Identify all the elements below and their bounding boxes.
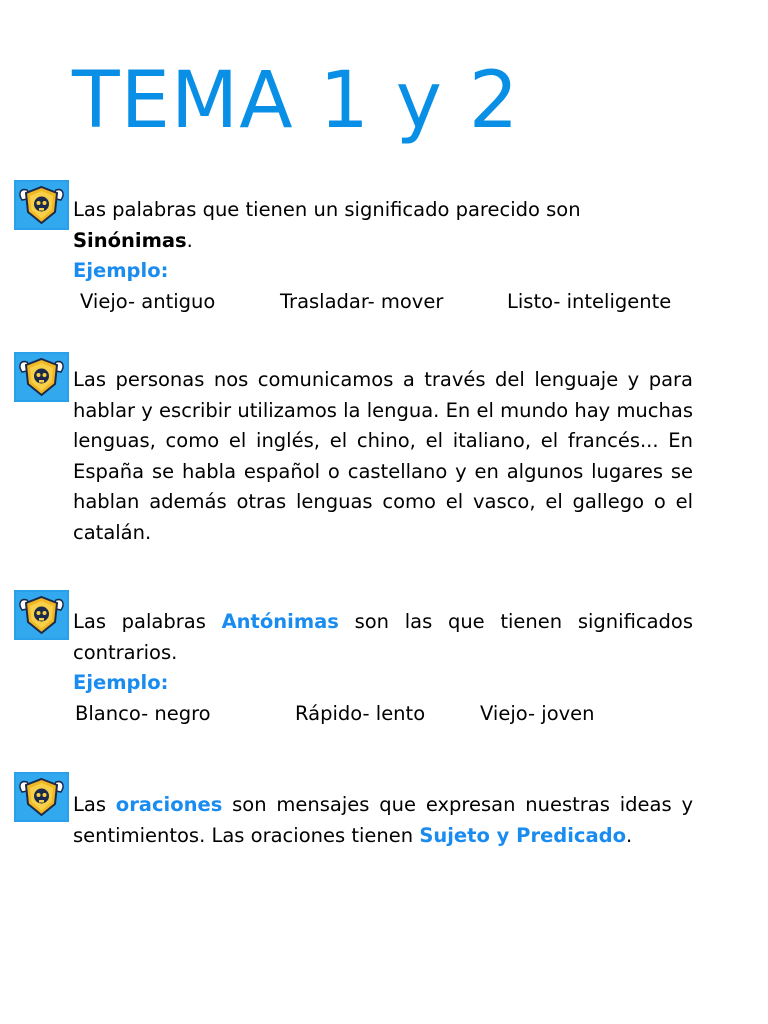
star-badge-icon bbox=[14, 590, 69, 640]
star-badge-icon bbox=[14, 772, 69, 822]
star-badge-icon bbox=[14, 180, 69, 230]
example-item: Viejo- antiguo bbox=[80, 289, 216, 313]
section-sentences: Las oraciones son mensajes que expresan nuestras ideas y sentimientos. Las oraciones tienen Sujeto y Predicado. bbox=[73, 793, 693, 847]
example-item: Blanco- negro bbox=[75, 701, 211, 725]
example-item: Rápido- lento bbox=[295, 701, 426, 725]
example-label: Ejemplo: bbox=[73, 671, 169, 694]
section-text: Las palabras Antónimas son las que tienen significados contrarios. bbox=[73, 610, 693, 664]
section-language: Las personas nos comunicamos a través del lenguaje y para hablar y escribir utilizamos la lengua. En el mundo hay muchas lenguas, como el inglés, el chino, el italiano, el francés... En España se habla español o castellano y en algunos lugares se hablan además otras lenguas como el vasco, el gallego o el catalán. bbox=[73, 368, 693, 544]
example-item: Viejo- joven bbox=[480, 701, 595, 725]
examples-row bbox=[73, 699, 693, 729]
section-synonyms bbox=[73, 195, 693, 317]
term-subject-predicate: Sujeto y Predicado bbox=[419, 823, 627, 847]
example-label: Ejemplo: bbox=[73, 259, 169, 282]
example-item: Listo- inteligente bbox=[507, 289, 672, 313]
star-badge-icon bbox=[14, 352, 69, 402]
section-text: Las palabras que tienen un significado parecido son Sinónimas. bbox=[73, 198, 581, 252]
section-antonyms bbox=[73, 607, 693, 729]
example-item: Trasladar- mover bbox=[280, 289, 444, 313]
examples-row bbox=[73, 287, 693, 317]
term-sentences: oraciones bbox=[115, 793, 223, 816]
term-antonyms: Antónimas bbox=[221, 610, 339, 633]
page-title: TEMA 1 y 2 bbox=[72, 56, 520, 146]
term-synonyms: Sinónimas bbox=[73, 228, 187, 252]
